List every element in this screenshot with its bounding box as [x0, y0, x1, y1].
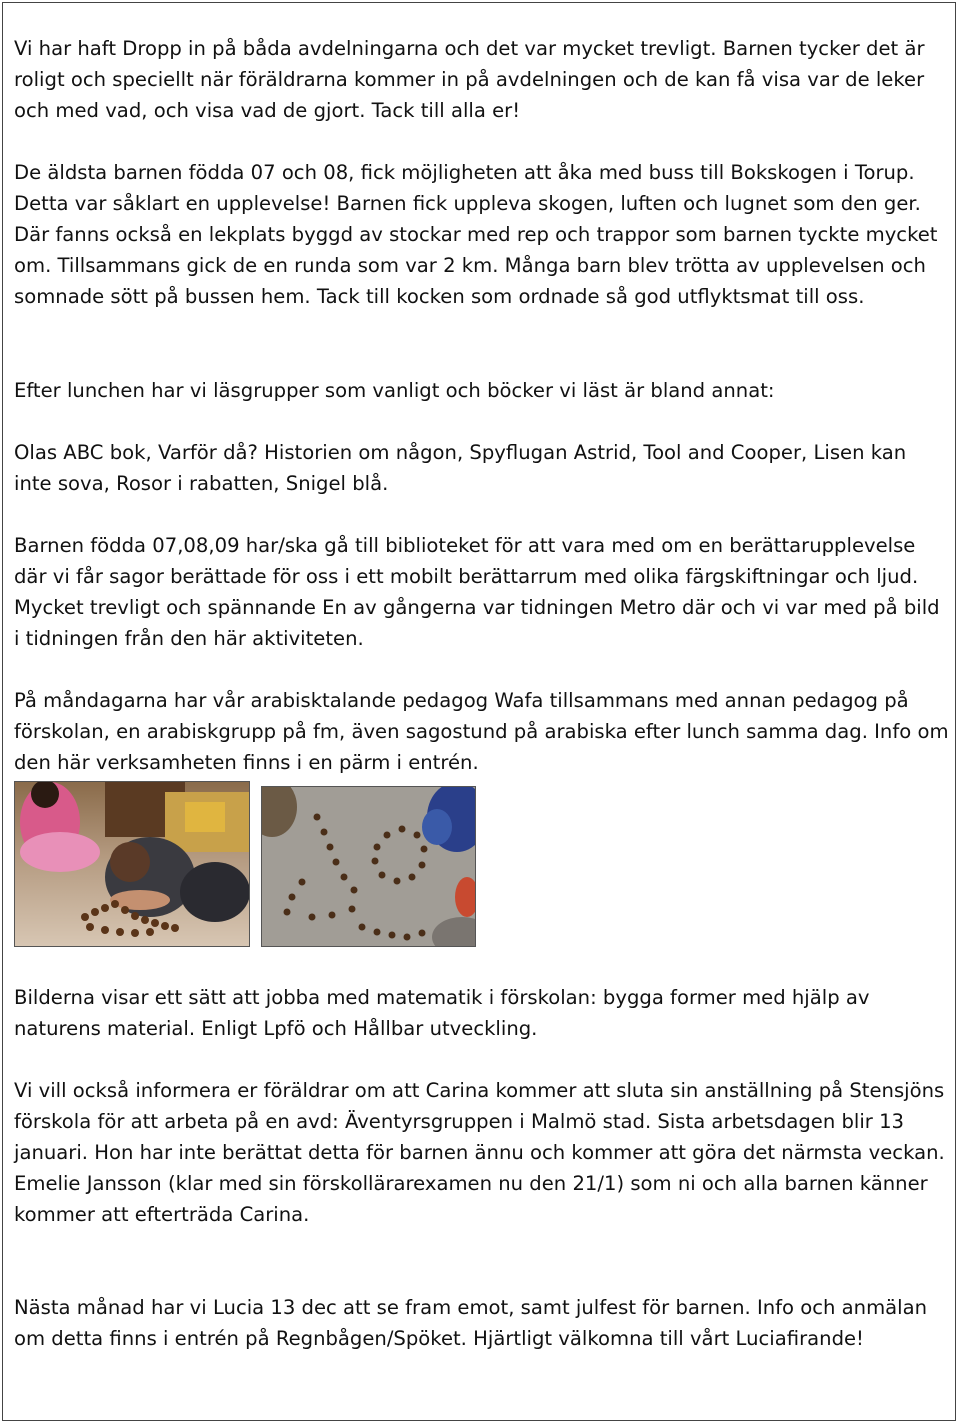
paragraph-carina: Vi vill också informera er föräldrar om att Carina kommer att sluta sin anställning på Stensjöns förskola för att arbeta på en avd: Äventyrsgruppen i Malmö stad. Sista arbetsdagen blir 13 januari. Hon har inte berättat detta för barnen ännu och kommer att göra det närmsta veckan. Emelie Jansson (klar med sin förskollärarexamen nu den 21/1) som ni och alla barnen känner kommer att efterträda Carina. — [14, 1079, 945, 1226]
paragraph-matematik: Bilderna visar ett sätt att jobba med matematik i förskolan: bygga former med hjälp av naturens material. Enligt Lpfö och Hållbar utveckling. — [14, 986, 870, 1040]
photo-children-building-shapes — [14, 781, 250, 947]
paragraph-bokskogen: De äldsta barnen födda 07 och 08, fick möjligheten att åka med buss till Bokskogen i Torup. Detta var såklart en upplevelse! Barnen fick uppleva skogen, luften och lugnet som den ger. Där fanns också en lekplats byggd av stockar med rep och trappor som barnen tyckte mycket om. Tillsammans gick de en runda som var 2 km. Många barn blev trötta av upplevelsen och somnade sött på bussen hem. Tack till kocken som ordnade så god utflyktsmat till oss. — [14, 161, 938, 308]
paragraph-arabiskgrupp: På måndagarna har vår arabisktalande pedagog Wafa tillsammans med annan pedagog på förskolan, en arabiskgrupp på fm, även sagostund på arabiska efter lunch samma dag. Info om den här verksamheten finns i en pärm i entrén. — [14, 689, 949, 774]
paragraph-bocker: Olas ABC bok, Varför då? Historien om någon, Spyflugan Astrid, Tool and Cooper, Lisen kan inte sova, Rosor i rabatten, Snigel blå. — [14, 441, 907, 495]
paragraph-biblioteket: Barnen födda 07,08,09 har/ska gå till biblioteket för att vara med om en berättarupplevelse där vi får sagor berättade för oss i ett mobilt berättarrum med olika färgskiftningar och ljud. Mycket trevligt och spännande En av gångerna var tidningen Metro där och vi var med på bild i tidningen från den här aktiviteten. — [14, 534, 940, 650]
paragraph-lucia: Nästa månad har vi Lucia 13 dec att se fram emot, samt julfest för barnen. Info och anmälan om detta finns i entrén på Regnbågen/Spöket. Hjärtligt välkomna till vårt Luciafirande! — [14, 1296, 928, 1350]
photo-chestnut-shapes — [261, 786, 476, 947]
paragraph-dropp-in: Vi har haft Dropp in på båda avdelningarna och det var mycket trevligt. Barnen tycker det är roligt och speciellt när föräldrarna kommer in på avdelningen och de kan få visa var de leker och med vad, och visa vad de gjort. Tack till alla er! — [14, 37, 925, 122]
paragraph-lasgrupper: Efter lunchen har vi läsgrupper som vanligt och böcker vi läst är bland annat: — [14, 379, 775, 402]
